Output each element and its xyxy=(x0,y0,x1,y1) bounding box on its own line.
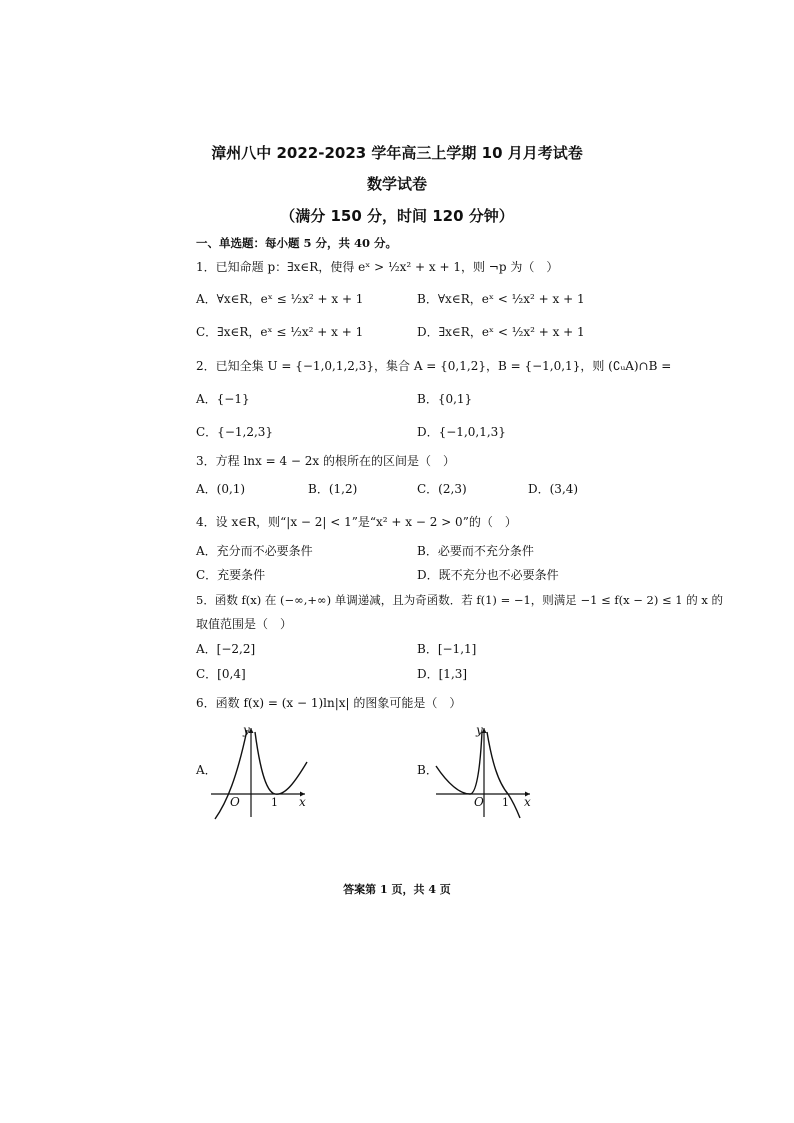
graph-b xyxy=(430,722,540,822)
graph-b-y-label: y xyxy=(476,723,483,737)
graph-b-curve-left xyxy=(436,732,482,794)
question-4-option-c: C．充要条件 xyxy=(196,568,266,582)
question-1-option-c: C．∃x∈R，eˣ ≤ ½x² + x + 1 xyxy=(196,325,364,339)
question-3-option-a: A．(0,1) xyxy=(196,482,246,496)
question-3-stem: 3．方程 lnx = 4 − 2x 的根所在的区间是（ ） xyxy=(196,454,456,468)
score-time-info: （满分 150 分，时间 120 分钟） xyxy=(280,207,514,225)
question-1-option-b: B．∀x∈R，eˣ < ½x² + x + 1 xyxy=(417,292,585,306)
question-2-option-b: B．{0,1} xyxy=(417,392,473,406)
question-1-option-a: A．∀x∈R，eˣ ≤ ½x² + x + 1 xyxy=(196,292,364,306)
question-5-option-c: C．[0,4] xyxy=(196,667,246,681)
page-footer: 答案第 1 页，共 4 页 xyxy=(343,883,451,896)
graph-a-x-label: x xyxy=(299,795,306,809)
graph-a xyxy=(205,722,315,822)
question-1-option-d: D．∃x∈R，eˣ < ½x² + x + 1 xyxy=(417,325,585,339)
question-5-stem-line-1: 5．函数 f(x) 在 (−∞,+∞) 单调递减，且为奇函数．若 f(1) = −1，则满足 −1 ≤ f(x − 2) ≤ 1 的 x 的 xyxy=(196,593,724,607)
question-2-option-c: C．{−1,2,3} xyxy=(196,425,274,439)
question-2-option-d: D．{−1,0,1,3} xyxy=(417,425,506,439)
question-6-stem: 6．函数 f(x) = (x − 1)ln|x| 的图象可能是（ ） xyxy=(196,696,462,710)
graph-b-tick-1: 1 xyxy=(502,796,509,809)
graph-a-y-label: y xyxy=(243,723,250,737)
question-5-option-a: A．[−2,2] xyxy=(196,642,256,656)
question-3-option-c: C．(2,3) xyxy=(417,482,467,496)
question-3-option-b: B．(1,2) xyxy=(308,482,358,496)
exam-title: 漳州八中 2022-2023 学年高三上学期 10 月月考试卷 xyxy=(211,144,583,162)
graph-a-origin: O xyxy=(230,795,240,809)
graph-b-origin: O xyxy=(474,795,484,809)
question-6-option-a: A． xyxy=(196,763,217,777)
question-4-option-d: D．既不充分也不必要条件 xyxy=(417,568,559,582)
graph-a-curve-right xyxy=(255,732,307,794)
graph-a-tick-1: 1 xyxy=(271,796,278,809)
question-5-option-d: D．[1,3] xyxy=(417,667,468,681)
question-5-stem-line-2: 取值范围是（ ） xyxy=(196,617,293,631)
question-3-option-d: D．(3,4) xyxy=(528,482,579,496)
question-5-option-b: B．[−1,1] xyxy=(417,642,477,656)
section-heading: 一、单选题：每小题 5 分，共 40 分。 xyxy=(196,236,398,250)
question-6-option-b: B． xyxy=(417,763,438,777)
question-4-option-b: B．必要而不充分条件 xyxy=(417,544,534,558)
question-4-stem: 4．设 x∈R，则“|x − 2| < 1”是“x² + x − 2 > 0”的（ ） xyxy=(196,515,517,529)
question-2-stem: 2．已知全集 U = {−1,0,1,2,3}，集合 A = {0,1,2}，B = {−1,0,1}，则 (∁ᵤA)∩B = xyxy=(196,359,672,373)
question-1-stem: 1．已知命题 p：∃x∈R，使得 eˣ > ½x² + x + 1，则 ¬p 为（ ） xyxy=(196,260,559,274)
subject-title: 数学试卷 xyxy=(366,175,427,193)
question-4-option-a: A．充分而不必要条件 xyxy=(196,544,313,558)
question-2-option-a: A．{−1} xyxy=(196,392,250,406)
graph-b-x-label: x xyxy=(524,795,531,809)
